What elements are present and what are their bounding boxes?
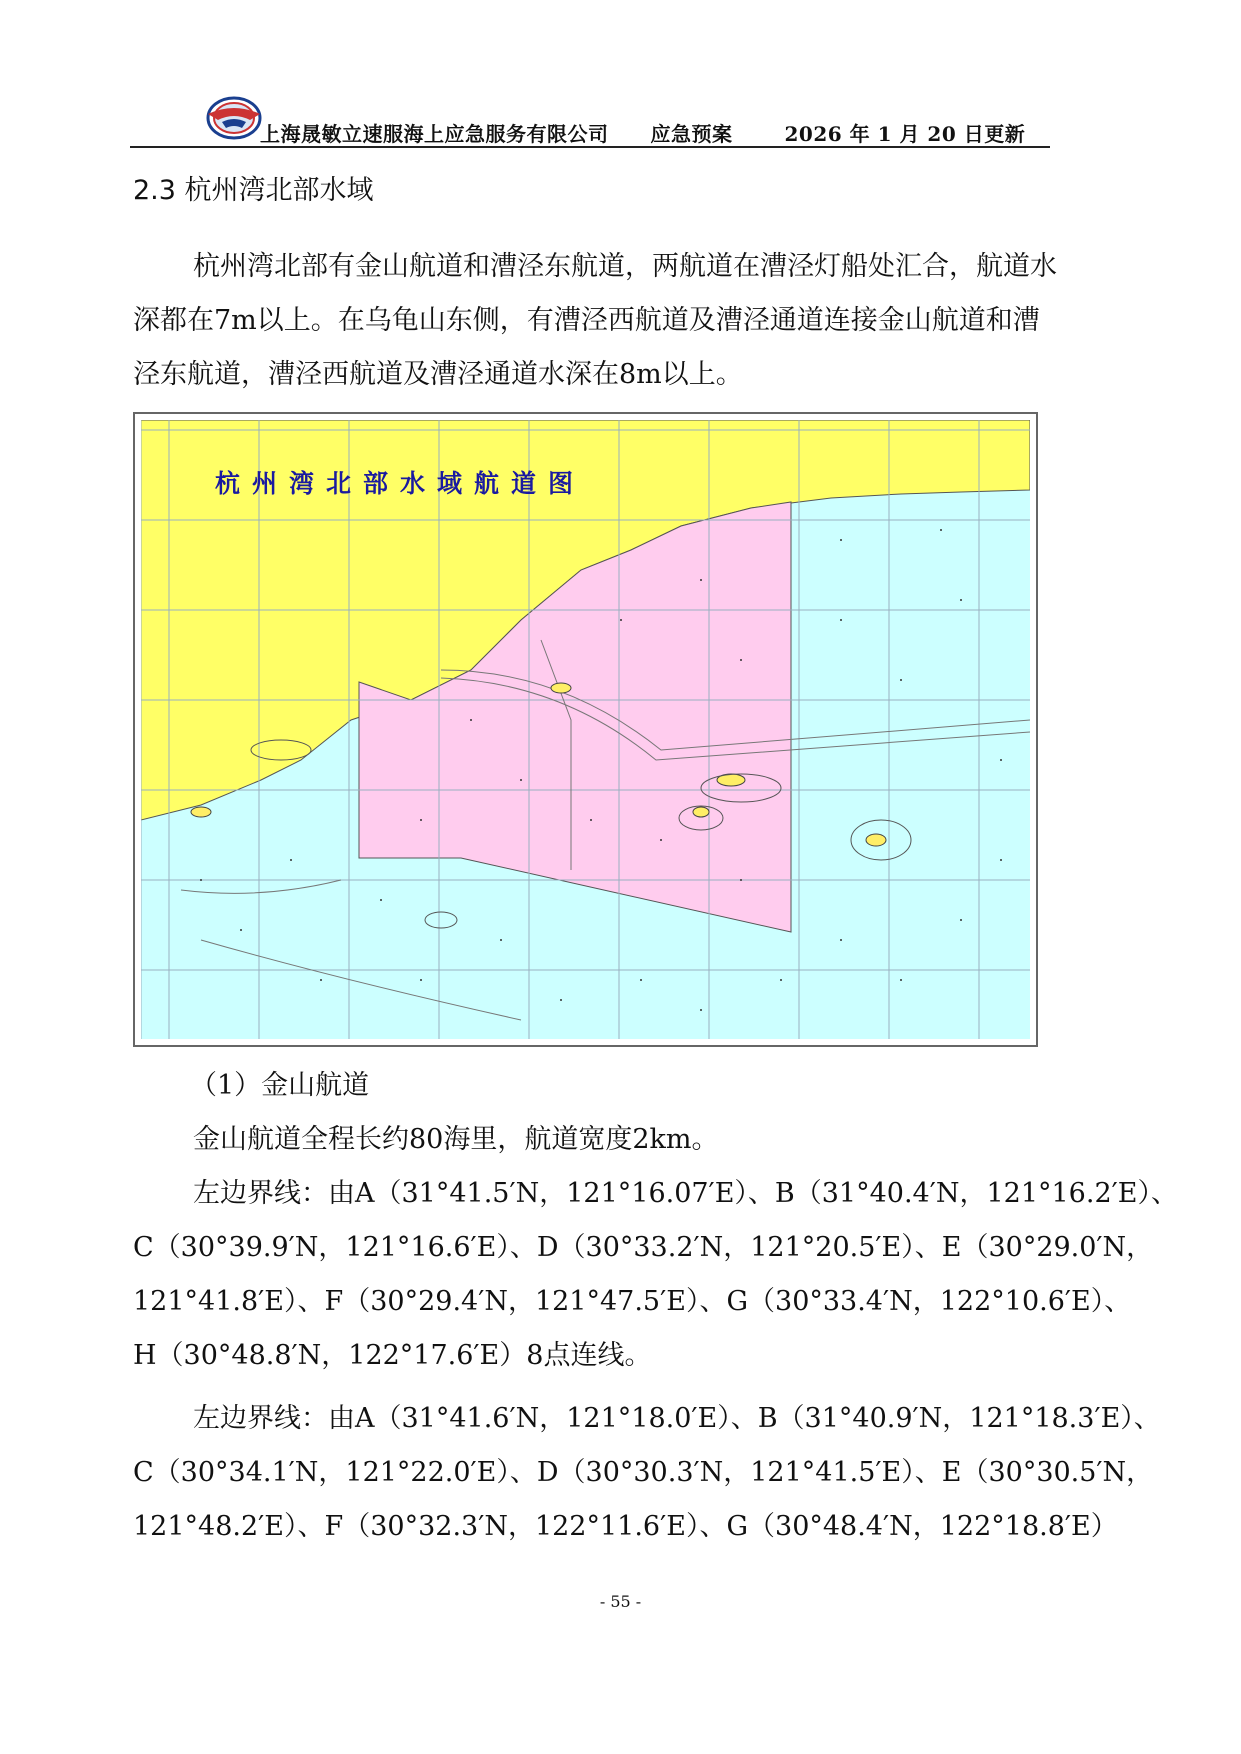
left-boundary-line-3: 121°41.8′E）、F（30°29.4′N，121°47.5′E）、G（30°33.4′N，122°10.6′E）、 (133, 1286, 1132, 1317)
second-boundary-line-1: 左边界线：由A（31°41.6′N，121°18.0′E）、B（31°40.9′N，121°18.3′E）、 (193, 1403, 1161, 1434)
left-boundary-line-1: 左边界线：由A（31°41.5′N，121°16.07′E）、B（31°40.4′N，121°16.2′E）、 (193, 1178, 1178, 1209)
left-boundary-line-4: H（30°48.8′N，122°17.6′E）8点连线。 (133, 1340, 652, 1371)
channel-heading: （1）金山航道 (190, 1070, 370, 1101)
channel-intro: 金山航道全程长约80海里，航道宽度2km。 (193, 1124, 719, 1155)
header-divider (130, 146, 1050, 148)
header-date: 2026 年 1 月 20 日更新 (784, 122, 1026, 146)
left-boundary-line-2: C（30°39.9′N，121°16.6′E）、D（30°33.2′N，121°20.5′E）、E（30°29.0′N， (133, 1232, 1154, 1263)
page-header (130, 86, 1050, 148)
company-logo-icon (202, 92, 266, 142)
header-company: 上海晟敏立速服海上应急服务有限公司 (260, 122, 609, 146)
page-number: - 55 - (599, 1592, 642, 1611)
map-graphic (141, 420, 1030, 1039)
channel-map (133, 412, 1038, 1047)
header-doc-type: 应急预案 (650, 122, 733, 146)
second-boundary-line-2: C（30°34.1′N，121°22.0′E）、D（30°30.3′N，121°41.5′E）、E（30°30.5′N， (133, 1457, 1154, 1488)
section-paragraph: 杭州湾北部有金山航道和漕泾东航道，两航道在漕泾灯船处汇合，航道水深都在7m以上。在乌龟山东侧，有漕泾西航道及漕泾通道连接金山航道和漕泾东航道，漕泾西航道及漕泾通道水深在8m以上。 (133, 251, 1057, 390)
second-boundary-line-3: 121°48.2′E）、F（30°32.3′N，122°11.6′E）、G（30°48.4′N，122°18.8′E） (133, 1511, 1118, 1542)
map-title: 杭州湾北部水域航道图 (215, 469, 586, 498)
section-title: 2.3 杭州湾北部水域 (133, 175, 374, 206)
header-text (260, 118, 1025, 147)
